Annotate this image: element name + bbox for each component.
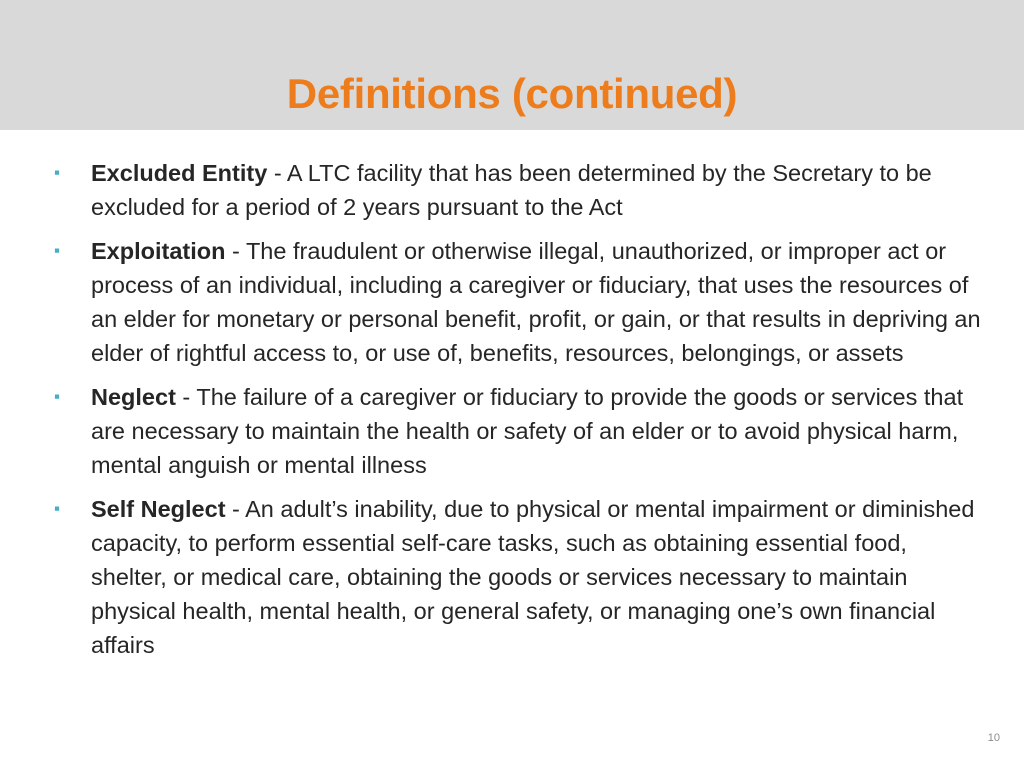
definition-text: - An adult’s inability, due to physical or mental impairment or diminished capacity, to perform essential self-care tasks, such as obtaining essential food, shelter, or medical care, obtaining the goods or services necessary to maintain physical health, mental health, or general safety, or managing one’s own financial affairs bbox=[91, 496, 975, 658]
square-bullet-icon: ▪ bbox=[54, 387, 61, 406]
square-bullet-icon: ▪ bbox=[54, 241, 61, 260]
list-item bbox=[54, 380, 984, 482]
definitions-list bbox=[54, 156, 984, 672]
slide-title: Definitions (continued) bbox=[286, 70, 738, 117]
definition-term: Exploitation bbox=[91, 238, 226, 264]
definition-term: Excluded Entity bbox=[91, 160, 268, 186]
list-item bbox=[54, 156, 984, 224]
definition-term: Neglect bbox=[91, 384, 176, 410]
definition-text: - A LTC facility that has been determined by the Secretary to be excluded for a period of 2 years pursuant to the Act bbox=[91, 160, 932, 220]
list-item bbox=[54, 234, 984, 370]
definition-text: - The fraudulent or otherwise illegal, unauthorized, or improper act or process of an individual, including a caregiver or fiduciary, that uses the resources of an elder for monetary or personal benefit, profit, or gain, or that results in depriving an elder of rightful access to, or use of, benefits, resources, belongings, or assets bbox=[91, 238, 981, 366]
page-number: 10 bbox=[987, 732, 1000, 744]
square-bullet-icon: ▪ bbox=[54, 163, 61, 182]
definition-term: Self Neglect bbox=[91, 496, 226, 522]
square-bullet-icon: ▪ bbox=[54, 499, 61, 518]
definition-text: - The failure of a caregiver or fiduciary to provide the goods or services that are necessary to maintain the health or safety of an elder or to avoid physical harm, mental anguish or mental illness bbox=[91, 384, 964, 478]
list-item bbox=[54, 492, 984, 662]
